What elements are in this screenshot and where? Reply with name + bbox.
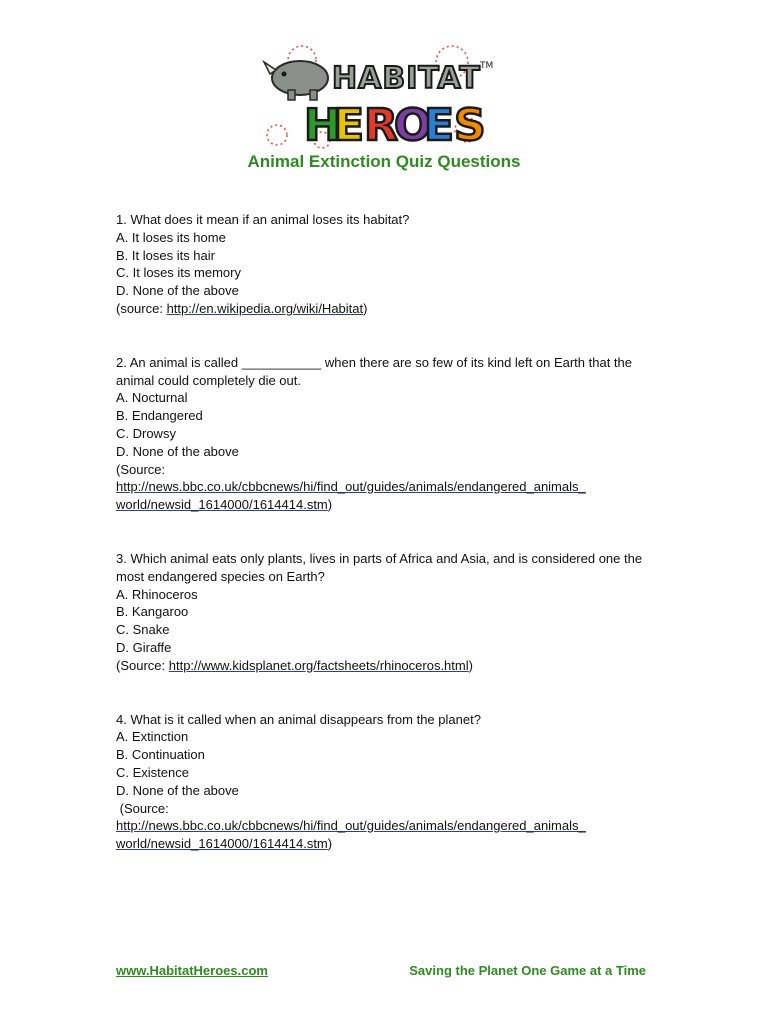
answer-option: C. Existence — [116, 764, 189, 780]
logo-letter: S — [454, 100, 486, 150]
answer-option: A. It loses its home — [116, 229, 226, 245]
quiz-questions — [116, 211, 656, 853]
question-3 — [116, 550, 656, 675]
source-suffix: ) — [468, 657, 473, 673]
source-prefix: (Source: — [116, 461, 166, 477]
trademark-symbol: TM — [480, 61, 494, 71]
question-text: 3. Which animal eats only plants, lives in parts of Africa and Asia, and is considered one the most endangered species on Earth? — [116, 550, 643, 584]
source-citation — [116, 657, 656, 675]
source-prefix: (Source: — [116, 800, 169, 816]
answer-option: C. Drowsy — [116, 425, 176, 441]
answer-option: A. Extinction — [116, 729, 189, 745]
answer-option: B. Kangaroo — [116, 604, 189, 620]
answer-option: D. None of the above — [116, 443, 239, 459]
question-text: 2. An animal is called ___________ when there are so few of its kind left on Earth that the animal could completely die out. — [116, 354, 632, 388]
source-link-part2[interactable]: world/newsid_1614000/1614414.stm — [116, 497, 328, 513]
source-suffix: ) — [327, 497, 333, 513]
source-link-part1[interactable]: http://news.bbc.co.uk/cbbcnews/hi/find_out/guides/animals/endangered_animals_ — [116, 479, 586, 495]
source-link-part1[interactable]: http://news.bbc.co.uk/cbbcnews/hi/find_out/guides/animals/endangered_animals_ — [116, 818, 586, 834]
logo-letter: E — [424, 100, 455, 150]
source-link[interactable]: http://www.kidsplanet.org/factsheets/rhinoceros.html — [168, 657, 469, 673]
question-1 — [116, 211, 656, 318]
source-link[interactable]: http://en.wikipedia.org/wiki/Habitat — [166, 300, 364, 316]
logo-line1: HABITAT — [332, 61, 481, 96]
source-link-part2[interactable]: world/newsid_1614000/1614414.stm — [116, 836, 328, 852]
question-2 — [116, 354, 656, 514]
answer-option: C. It loses its memory — [116, 265, 241, 281]
footer-website-link[interactable]: www.HabitatHeroes.com — [116, 963, 268, 978]
logo-letter: H — [304, 100, 341, 150]
logo-letter: O — [394, 100, 432, 150]
answer-option: D. Giraffe — [116, 639, 172, 655]
habitat-heroes-logo — [262, 40, 502, 150]
source-link-continued[interactable] — [116, 496, 656, 514]
logo-line2 — [304, 100, 486, 150]
answer-option: B. Endangered — [116, 408, 203, 424]
logo-letter: R — [364, 100, 398, 150]
source-citation — [116, 300, 656, 318]
answer-option: C. Snake — [116, 622, 170, 638]
logo-letter: E — [334, 100, 365, 150]
source-link[interactable] — [116, 478, 656, 496]
answer-option: A. Nocturnal — [116, 390, 188, 406]
question-text: 1. What does it mean if an animal loses its habitat? — [116, 212, 410, 227]
question-text: 4. What is it called when an animal disappears from the planet? — [116, 711, 481, 727]
answer-option: B. It loses its hair — [116, 247, 215, 263]
source-prefix: (Source: — [116, 657, 169, 673]
answer-option: D. None of the above — [116, 283, 239, 299]
source-prefix: (source: — [116, 300, 167, 316]
footer-slogan: Saving the Planet One Game at a Time — [409, 963, 646, 978]
source-link-continued[interactable] — [116, 835, 656, 853]
question-4 — [116, 711, 656, 853]
source-suffix: ) — [363, 300, 368, 316]
rhino-icon — [264, 61, 328, 100]
source-suffix: ) — [327, 836, 333, 852]
answer-option: A. Rhinoceros — [116, 586, 198, 602]
answer-option: B. Continuation — [116, 747, 205, 763]
page-title: Animal Extinction Quiz Questions — [247, 152, 521, 171]
answer-option: D. None of the above — [116, 782, 239, 798]
logo-graphic — [262, 40, 502, 150]
source-link[interactable] — [116, 817, 656, 835]
